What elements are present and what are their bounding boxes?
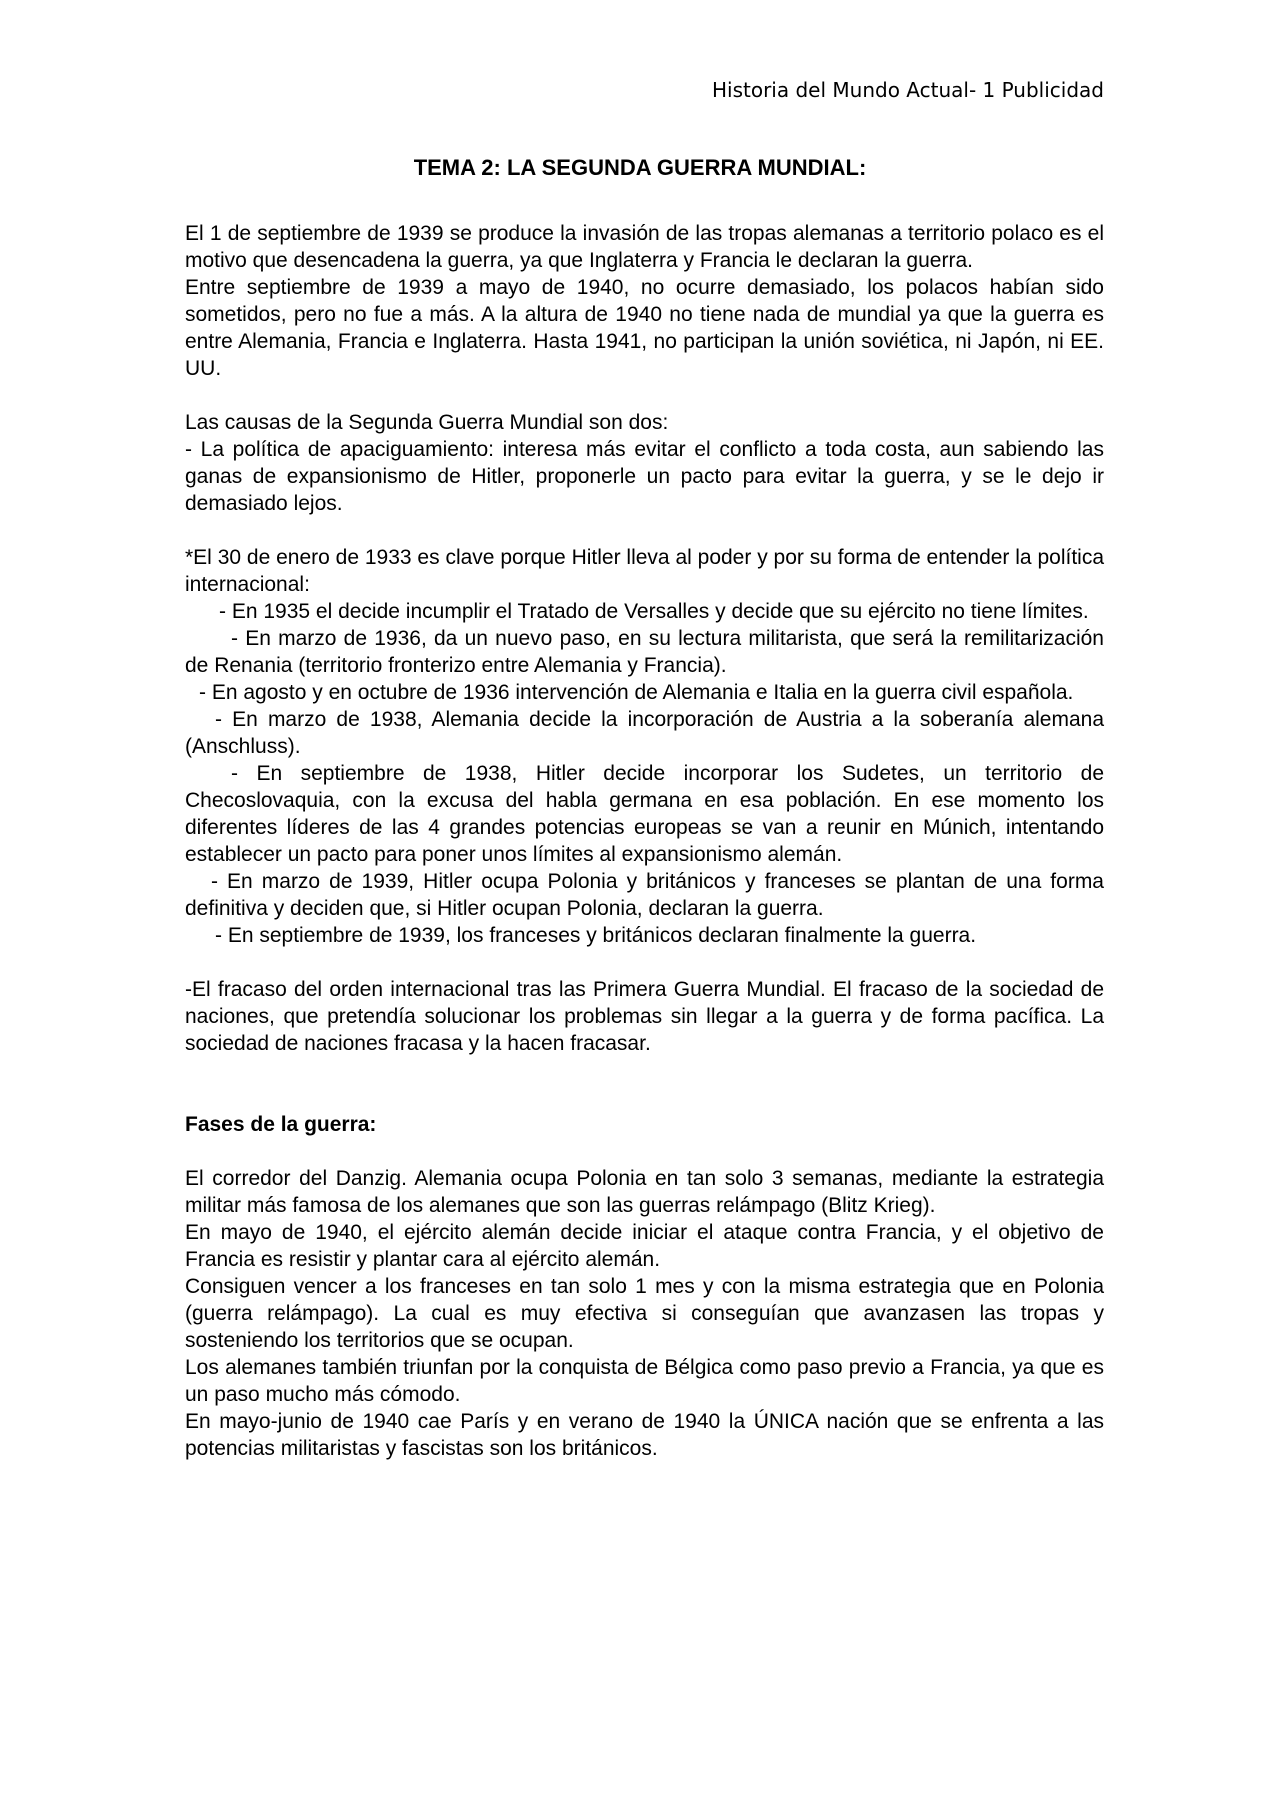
paragraph-mayo-1940: En mayo de 1940, el ejército alemán decide iniciar el ataque contra Francia, y el objetivo de Francia es resistir y plantar cara al ejército alemán.	[185, 1221, 1104, 1271]
list-item-1935: - En 1935 el decide incumplir el Tratado de Versalles y decide que su ejército no tiene límites.	[219, 600, 1089, 623]
document-title: TEMA 2: LA SEGUNDA GUERRA MUNDIAL:	[413, 155, 867, 180]
paragraph-league-failure: -El fracaso del orden internacional tras las Primera Guerra Mundial. El fracaso de la sociedad de naciones, que pretendía solucionar los problemas sin llegar a la guerra y de forma pacífica. La sociedad de naciones fracasa y la hacen fracasar.	[185, 978, 1104, 1055]
page-header: Historia del Mundo Actual- 1 Publicidad	[711, 78, 1104, 102]
paragraph-paris: En mayo-junio de 1940 cae París y en verano de 1940 la ÚNICA nación que se enfrenta a las potencias militaristas y fascistas son los británicos.	[185, 1410, 1104, 1460]
paragraph-intro: El 1 de septiembre de 1939 se produce la invasión de las tropas alemanas a territorio polaco es el motivo que desencadena la guerra, ya que Inglaterra y Francia le declaran la guerra.	[185, 222, 1104, 272]
paragraph-vencer-franceses: Consiguen vencer a los franceses en tan solo 1 mes y con la misma estrategia que en Polonia (guerra relámpago). La cual es muy efectiva si conseguían que avanzasen las tropas y sosteniendo los territorios que se ocupan.	[185, 1275, 1104, 1352]
list-item-1938-sudetes: - En septiembre de 1938, Hitler decide incorporar los Sudetes, un territorio de Checoslovaquia, con la excusa del habla germana en esa población. En ese momento los diferentes líderes de las 4 grandes potencias europeas se van a reunir en Múnich, intentando establecer un pacto para poner unos límites al expansionismo alemán.	[185, 762, 1104, 866]
document-body	[185, 220, 1104, 1462]
paragraph-belgica: Los alemanes también triunfan por la conquista de Bélgica como paso previo a Francia, ya que es un paso mucho más cómodo.	[185, 1356, 1104, 1406]
list-item-1939-declaracion: - En septiembre de 1939, los franceses y británicos declaran finalmente la guerra.	[215, 924, 977, 947]
paragraph-causes-intro: Las causas de la Segunda Guerra Mundial son dos:	[185, 411, 669, 434]
paragraph-appeasement: - La política de apaciguamiento: interesa más evitar el conflicto a toda costa, aun sabiendo las ganas de expansionismo de Hitler, proponerle un pacto para evitar la guerra, y se le dejo ir demasiado lejos.	[185, 438, 1104, 515]
list-item-1938-austria: - En marzo de 1938, Alemania decide la incorporación de Austria a la soberanía alemana (Anschluss).	[185, 708, 1104, 758]
paragraph-phony-war: Entre septiembre de 1939 a mayo de 1940, no ocurre demasiado, los polacos habían sido sometidos, pero no fue a más. A la altura de 1940 no tiene nada de mundial ya que la guerra es entre Alemania, Francia e Inglaterra. Hasta 1941, no participan la unión soviética, ni Japón, ni EE. UU.	[185, 276, 1104, 380]
section-heading-fases: Fases de la guerra:	[185, 1113, 377, 1136]
list-item-1936-renania: - En marzo de 1936, da un nuevo paso, en su lectura militarista, que será la remilitarización de Renania (territorio fronterizo entre Alemania y Francia).	[185, 627, 1104, 677]
paragraph-hitler-1933: *El 30 de enero de 1933 es clave porque Hitler lleva al poder y por su forma de entender la política internacional:	[185, 546, 1104, 596]
paragraph-danzig: El corredor del Danzig. Alemania ocupa Polonia en tan solo 3 semanas, mediante la estrategia militar más famosa de los alemanes que son las guerras relámpago (Blitz Krieg).	[185, 1167, 1104, 1217]
list-item-1936-spain: - En agosto y en octubre de 1936 intervención de Alemania e Italia en la guerra civil española.	[199, 681, 1074, 704]
list-item-1939-polonia: - En marzo de 1939, Hitler ocupa Polonia y británicos y franceses se plantan de una forma definitiva y deciden que, si Hitler ocupan Polonia, declaran la guerra.	[185, 870, 1104, 920]
